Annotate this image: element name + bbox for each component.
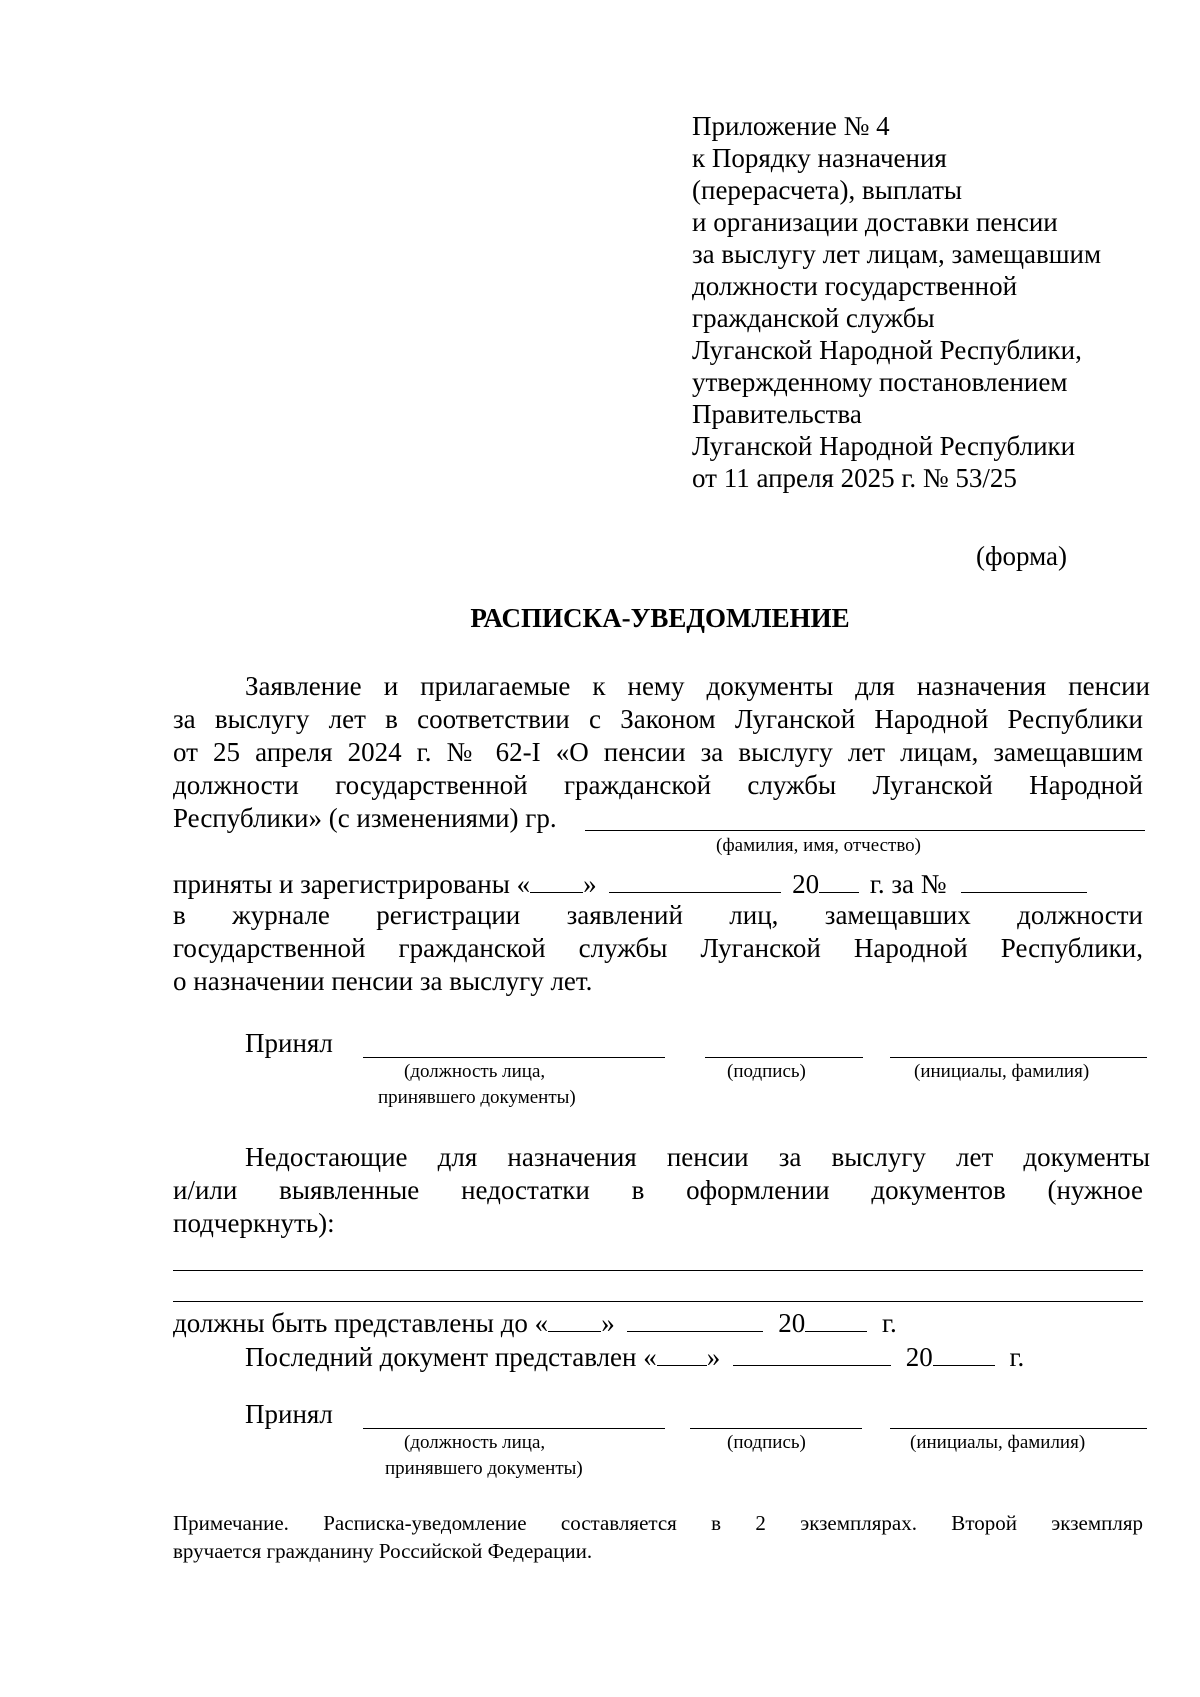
reg-year-blank[interactable] [819, 866, 859, 893]
document-title: РАСПИСКА-УВЕДОМЛЕНИЕ [470, 603, 850, 633]
missing-line: Недостающие для назначения пенсии за выслугу лет документы [245, 1142, 1150, 1172]
signature-caption: (подпись) [727, 1432, 806, 1453]
position-blank-line[interactable] [363, 1057, 665, 1058]
registration-prefix: приняты и зарегистрированы « [173, 869, 531, 899]
accepted-label: Принял [245, 1399, 333, 1429]
due-quote-close: » [601, 1308, 615, 1338]
name-blank-line[interactable] [890, 1428, 1147, 1429]
missing-blank-line-1[interactable] [173, 1270, 1143, 1271]
para1-line: за выслугу лет в соответствии с Законом Луганской Народной Республики [173, 704, 1143, 734]
due-month-blank[interactable] [627, 1305, 763, 1332]
due-line [173, 1305, 897, 1339]
missing-line: и/или выявленные недостатки в оформлении документов (нужное [173, 1175, 1143, 1205]
last-doc-day-blank[interactable] [657, 1339, 707, 1366]
last-doc-line [245, 1339, 1024, 1373]
signature-blank-line[interactable] [705, 1057, 863, 1058]
header-line: (перерасчета), выплаты [692, 175, 963, 205]
header-line: Луганской Народной Республики, [692, 335, 1082, 365]
note-line: Примечание. Расписка-уведомление составляется в 2 экземплярах. Второй экземпляр [173, 1511, 1143, 1535]
header-line: Приложение № 4 [692, 111, 890, 141]
position-caption: (должность лица, [404, 1061, 546, 1082]
journal-last-line: о назначении пенсии за выслугу лет. [173, 966, 593, 996]
para1-line: Заявление и прилагаемые к нему документы для назначения пенсии [245, 671, 1150, 701]
header-line: утвержденному постановлением [692, 367, 1068, 397]
last-doc-year-blank[interactable] [933, 1339, 995, 1366]
due-year-prefix: 20 [778, 1308, 806, 1338]
header-line: к Порядку назначения [692, 143, 947, 173]
last-doc-quote-close: » [706, 1342, 721, 1372]
header-line: должности государственной [692, 271, 1018, 301]
signature-blank-line[interactable] [690, 1428, 862, 1429]
due-g: г. [881, 1308, 897, 1338]
header-line: за выслугу лет лицам, замещавшим [692, 239, 1102, 269]
accepted-label: Принял [245, 1028, 333, 1058]
registration-line [173, 866, 1087, 900]
para1-line: должности государственной гражданской службы Луганской Народной [173, 770, 1143, 800]
missing-blank-line-2[interactable] [173, 1301, 1143, 1302]
due-day-blank[interactable] [548, 1305, 601, 1332]
reg-quote-close: » [583, 869, 597, 899]
reg-number-label: г. за № [869, 869, 947, 899]
last-doc-prefix: Последний документ представлен « [245, 1342, 657, 1372]
header-line: Правительства [692, 399, 862, 429]
reg-year-prefix: 20 [792, 869, 820, 899]
form-label: (форма) [976, 541, 1067, 571]
name-caption: (инициалы, фамилия) [910, 1432, 1086, 1453]
missing-last-line: подчеркнуть): [173, 1208, 335, 1238]
header-line: гражданской службы [692, 303, 935, 333]
header-line: Луганской Народной Республики [692, 431, 1076, 461]
reg-day-blank[interactable] [530, 866, 583, 893]
reg-month-blank[interactable] [609, 866, 781, 893]
journal-line: в журнале регистрации заявлений лиц, замещавших должности [173, 900, 1143, 930]
position-caption: (должность лица, [404, 1432, 546, 1453]
signature-caption: (подпись) [727, 1061, 806, 1082]
due-year-blank[interactable] [805, 1305, 867, 1332]
due-prefix: должны быть представлены до « [173, 1308, 549, 1338]
position-caption: принявшего документы) [385, 1458, 583, 1479]
note-line: вручается гражданину Российской Федерации. [173, 1539, 593, 1563]
name-caption: (инициалы, фамилия) [914, 1061, 1090, 1082]
name-blank-line[interactable] [890, 1057, 1147, 1058]
para1-last-line: Республики» (с изменениями) гр. [173, 803, 557, 833]
para1-line: от 25 апреля 2024 г. № 62-I «О пенсии за выслугу лет лицам, замещавшим [173, 737, 1143, 767]
header-line: и организации доставки пенсии [692, 207, 1058, 237]
position-caption: принявшего документы) [378, 1087, 576, 1108]
journal-line: государственной гражданской службы Луганской Народной Республики, [173, 933, 1143, 963]
last-doc-g: г. [1009, 1342, 1025, 1372]
last-doc-year-prefix: 20 [905, 1342, 933, 1372]
fio-caption: (фамилия, имя, отчество) [716, 835, 922, 856]
fio-blank-line[interactable] [585, 830, 1145, 831]
reg-number-blank[interactable] [961, 866, 1087, 893]
header-line: от 11 апреля 2025 г. № 53/25 [692, 463, 1017, 493]
position-blank-line[interactable] [363, 1428, 665, 1429]
last-doc-month-blank[interactable] [733, 1339, 891, 1366]
